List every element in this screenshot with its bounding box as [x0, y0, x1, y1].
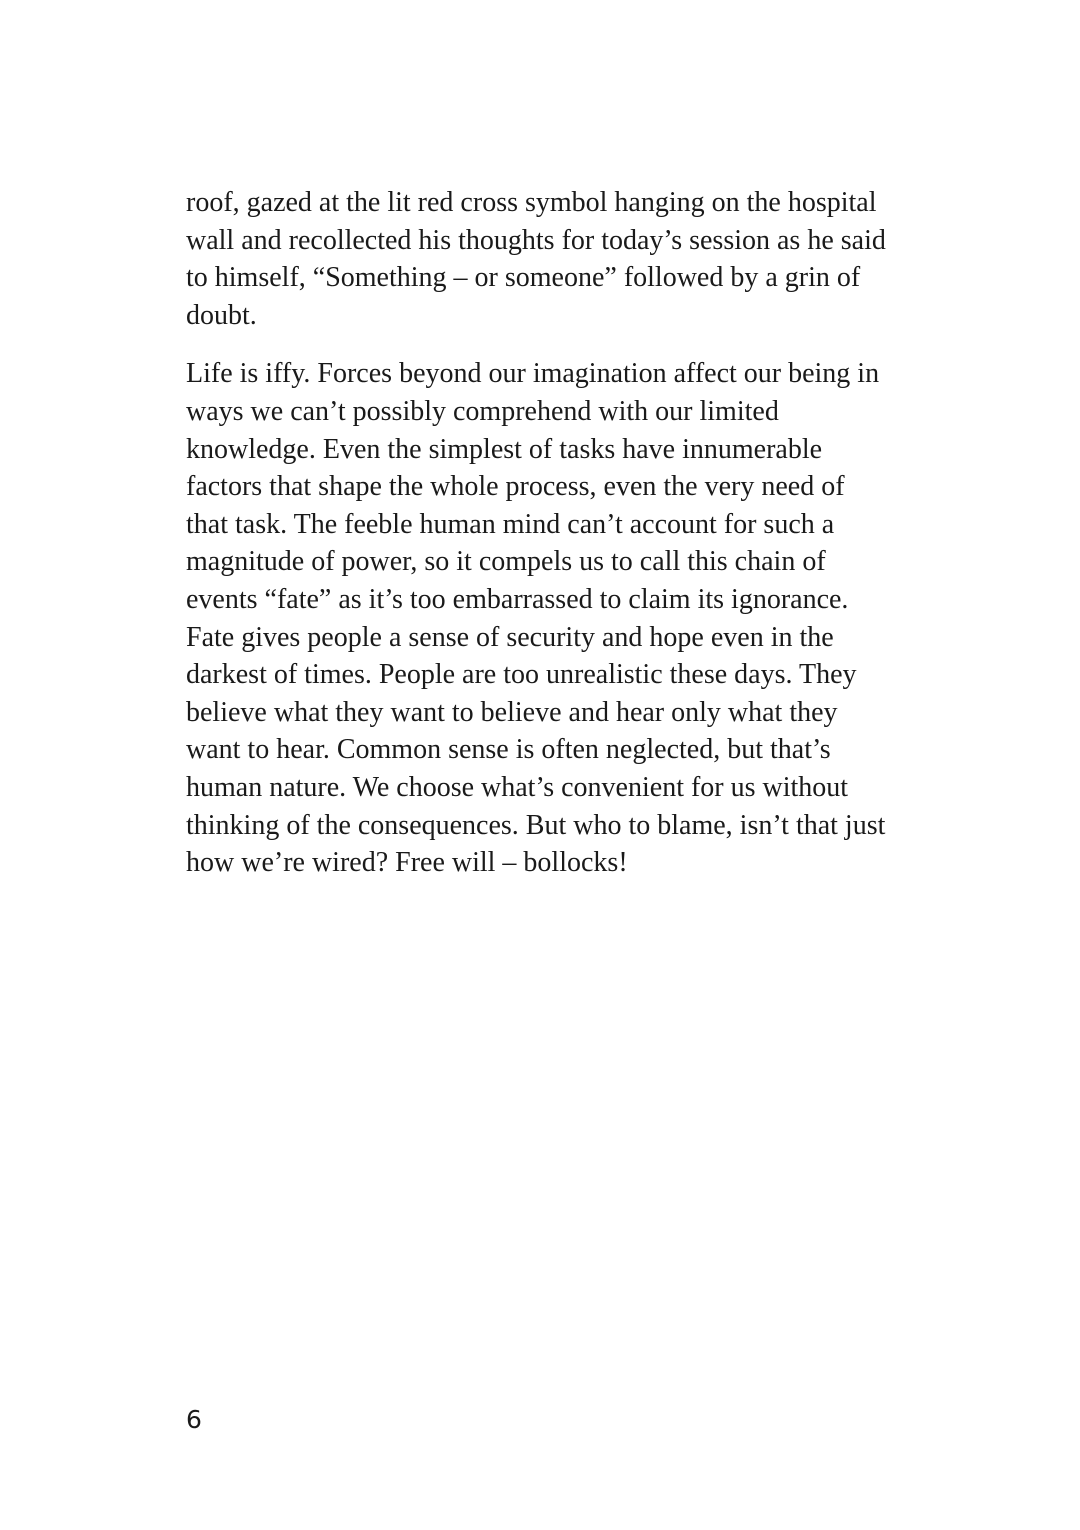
- text-line: thinking of the consequences. But who to blame, isn’t that just: [186, 809, 886, 841]
- text-line: factors that shape the whole process, even the very need of: [186, 471, 845, 503]
- paragraph-1: [186, 184, 906, 334]
- text-line: events “fate” as it’s too embarrassed to claim its ignorance.: [186, 583, 849, 615]
- text-line: ways we can’t possibly comprehend with our limited: [186, 395, 779, 427]
- text-line: magnitude of power, so it compels us to call this chain of: [186, 546, 826, 578]
- paragraph-2: [186, 355, 906, 881]
- text-line: wall and recollected his thoughts for today’s session as he said: [186, 224, 886, 256]
- text-line: human nature. We choose what’s convenient for us without: [186, 771, 849, 803]
- page-number: 6: [186, 1405, 202, 1434]
- text-line: that task. The feeble human mind can’t account for such a: [186, 508, 835, 540]
- text-line: knowledge. Even the simplest of tasks have innumerable: [186, 433, 823, 465]
- text-line: to himself, “Something – or someone” followed by a grin of: [186, 262, 861, 294]
- text-line: Life is iffy. Forces beyond our imagination affect our being in: [186, 358, 880, 390]
- text-line: roof, gazed at the lit red cross symbol hanging on the hospital: [186, 187, 877, 218]
- text-line: Fate gives people a sense of security and hope even in the: [186, 621, 834, 653]
- text-line: believe what they want to believe and hear only what they: [186, 696, 838, 728]
- text-line: how we’re wired? Free will – bollocks!: [186, 847, 628, 879]
- text-line: darkest of times. People are too unrealistic these days. They: [186, 659, 857, 691]
- text-line: doubt.: [186, 299, 257, 331]
- text-line: want to hear. Common sense is often neglected, but that’s: [186, 734, 831, 766]
- body-text: [186, 184, 906, 882]
